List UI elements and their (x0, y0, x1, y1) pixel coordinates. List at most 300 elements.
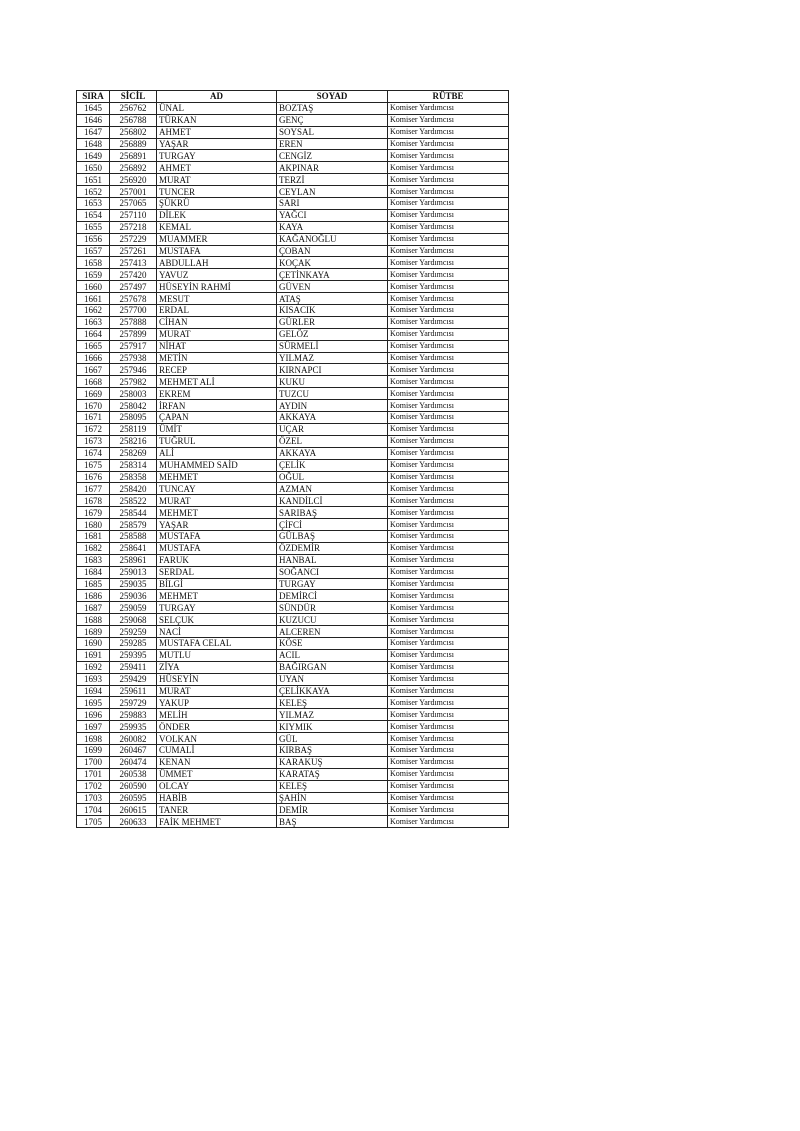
personnel-table (76, 90, 509, 828)
soyad-cell: YILMAZ (277, 352, 388, 364)
sicil-cell: 257218 (110, 221, 157, 233)
sira-cell: 1677 (77, 483, 110, 495)
sira-cell: 1665 (77, 340, 110, 352)
rutbe-cell: Komiser Yardımcısı (388, 293, 509, 305)
soyad-cell: YILMAZ (277, 709, 388, 721)
rutbe-cell: Komiser Yardımcısı (388, 305, 509, 317)
rutbe-cell: Komiser Yardımcısı (388, 816, 509, 828)
soyad-cell: ATAŞ (277, 293, 388, 305)
sira-cell: 1654 (77, 209, 110, 221)
soyad-cell: KISACIK (277, 305, 388, 317)
sira-cell: 1664 (77, 328, 110, 340)
ad-cell: YAŞAR (157, 138, 277, 150)
table-row (77, 174, 509, 186)
soyad-cell: SOYSAL (277, 126, 388, 138)
soyad-cell: BOZTAŞ (277, 102, 388, 114)
ad-cell: ABDULLAH (157, 257, 277, 269)
table-row (77, 709, 509, 721)
sicil-cell: 259259 (110, 626, 157, 638)
soyad-cell: KANDİLCİ (277, 495, 388, 507)
soyad-cell: ACIL (277, 649, 388, 661)
sicil-cell: 259411 (110, 661, 157, 673)
rutbe-cell: Komiser Yardımcısı (388, 221, 509, 233)
ad-cell: ŞÜKRÜ (157, 198, 277, 210)
soyad-cell: ŞAHİN (277, 792, 388, 804)
sira-cell: 1693 (77, 673, 110, 685)
sira-cell: 1663 (77, 316, 110, 328)
rutbe-cell: Komiser Yardımcısı (388, 233, 509, 245)
rutbe-cell: Komiser Yardımcısı (388, 780, 509, 792)
sira-cell: 1686 (77, 590, 110, 602)
sicil-cell: 259285 (110, 637, 157, 649)
soyad-cell: YAĞCI (277, 209, 388, 221)
ad-cell: ÜMİT (157, 423, 277, 435)
ad-cell: MEHMET (157, 590, 277, 602)
table-row (77, 198, 509, 210)
sira-cell: 1694 (77, 685, 110, 697)
soyad-cell: AZMAN (277, 483, 388, 495)
sira-cell: 1682 (77, 542, 110, 554)
sicil-cell: 257420 (110, 269, 157, 281)
rutbe-cell: Komiser Yardımcısı (388, 554, 509, 566)
table-row (77, 697, 509, 709)
rutbe-cell: Komiser Yardımcısı (388, 626, 509, 638)
table-row (77, 293, 509, 305)
sira-cell: 1669 (77, 388, 110, 400)
sicil-cell: 257413 (110, 257, 157, 269)
table-row (77, 554, 509, 566)
sira-cell: 1672 (77, 423, 110, 435)
sira-cell: 1679 (77, 507, 110, 519)
soyad-cell: AKKAYA (277, 412, 388, 424)
table-row (77, 590, 509, 602)
table-row (77, 150, 509, 162)
ad-cell: VOLKAN (157, 733, 277, 745)
sicil-cell: 256920 (110, 174, 157, 186)
soyad-cell: KAĞANOĞLU (277, 233, 388, 245)
soyad-cell: ÇELİK (277, 459, 388, 471)
soyad-cell: AKPINAR (277, 162, 388, 174)
table-row (77, 245, 509, 257)
table-row (77, 578, 509, 590)
rutbe-cell: Komiser Yardımcısı (388, 649, 509, 661)
ad-cell: EKREM (157, 388, 277, 400)
soyad-cell: KARAKUŞ (277, 756, 388, 768)
table-row (77, 649, 509, 661)
soyad-cell: KÖSE (277, 637, 388, 649)
sira-cell: 1688 (77, 614, 110, 626)
ad-cell: TURGAY (157, 150, 277, 162)
sicil-cell: 258641 (110, 542, 157, 554)
rutbe-cell: Komiser Yardımcısı (388, 364, 509, 376)
rutbe-cell: Komiser Yardımcısı (388, 281, 509, 293)
sira-cell: 1657 (77, 245, 110, 257)
sicil-cell: 258522 (110, 495, 157, 507)
sicil-cell: 257982 (110, 376, 157, 388)
soyad-cell: KELEŞ (277, 697, 388, 709)
table-row (77, 495, 509, 507)
sira-cell: 1655 (77, 221, 110, 233)
rutbe-cell: Komiser Yardımcısı (388, 733, 509, 745)
rutbe-cell: Komiser Yardımcısı (388, 602, 509, 614)
table-row (77, 364, 509, 376)
table-row (77, 126, 509, 138)
rutbe-cell: Komiser Yardımcısı (388, 150, 509, 162)
soyad-cell: KIRBAŞ (277, 744, 388, 756)
sicil-cell: 260474 (110, 756, 157, 768)
rutbe-cell: Komiser Yardımcısı (388, 756, 509, 768)
header-row (77, 91, 509, 103)
sicil-cell: 258420 (110, 483, 157, 495)
table-row (77, 447, 509, 459)
rutbe-cell: Komiser Yardımcısı (388, 530, 509, 542)
sicil-cell: 260615 (110, 804, 157, 816)
table-row (77, 221, 509, 233)
rutbe-cell: Komiser Yardımcısı (388, 400, 509, 412)
sira-cell: 1668 (77, 376, 110, 388)
sicil-cell: 260538 (110, 768, 157, 780)
ad-cell: HÜSEYİN RAHMİ (157, 281, 277, 293)
ad-cell: AHMET (157, 162, 277, 174)
ad-cell: METİN (157, 352, 277, 364)
table-row (77, 102, 509, 114)
table-row (77, 768, 509, 780)
soyad-cell: SOĞANCI (277, 566, 388, 578)
ad-cell: YAVUZ (157, 269, 277, 281)
sicil-cell: 256892 (110, 162, 157, 174)
soyad-cell: KUKU (277, 376, 388, 388)
ad-cell: SERDAL (157, 566, 277, 578)
table-row (77, 744, 509, 756)
table-row (77, 233, 509, 245)
soyad-cell: ÇİFCİ (277, 519, 388, 531)
sira-cell: 1696 (77, 709, 110, 721)
rutbe-cell: Komiser Yardımcısı (388, 435, 509, 447)
ad-cell: OLCAY (157, 780, 277, 792)
soyad-cell: ÇOBAN (277, 245, 388, 257)
soyad-cell: KIYMIK (277, 721, 388, 733)
soyad-cell: CENGİZ (277, 150, 388, 162)
sicil-cell: 260595 (110, 792, 157, 804)
rutbe-cell: Komiser Yardımcısı (388, 412, 509, 424)
sicil-cell: 256802 (110, 126, 157, 138)
table-row (77, 459, 509, 471)
sicil-cell: 259059 (110, 602, 157, 614)
rutbe-cell: Komiser Yardımcısı (388, 744, 509, 756)
soyad-cell: SARIBAŞ (277, 507, 388, 519)
ad-cell: ALİ (157, 447, 277, 459)
sicil-cell: 259883 (110, 709, 157, 721)
sira-cell: 1697 (77, 721, 110, 733)
table-row (77, 471, 509, 483)
ad-cell: MURAT (157, 685, 277, 697)
rutbe-cell: Komiser Yardımcısı (388, 507, 509, 519)
soyad-cell: EREN (277, 138, 388, 150)
sicil-cell: 258314 (110, 459, 157, 471)
header-rutbe: RÜTBE (388, 91, 509, 103)
ad-cell: MEHMET (157, 471, 277, 483)
rutbe-cell: Komiser Yardımcısı (388, 376, 509, 388)
soyad-cell: GÜVEN (277, 281, 388, 293)
sicil-cell: 259035 (110, 578, 157, 590)
ad-cell: ÇAPAN (157, 412, 277, 424)
rutbe-cell: Komiser Yardımcısı (388, 245, 509, 257)
soyad-cell: AKKAYA (277, 447, 388, 459)
rutbe-cell: Komiser Yardımcısı (388, 209, 509, 221)
table-row (77, 412, 509, 424)
sira-cell: 1681 (77, 530, 110, 542)
table-row (77, 209, 509, 221)
sicil-cell: 257899 (110, 328, 157, 340)
sicil-cell: 259729 (110, 697, 157, 709)
ad-cell: KEMAL (157, 221, 277, 233)
header-soyad: SOYAD (277, 91, 388, 103)
sira-cell: 1698 (77, 733, 110, 745)
sicil-cell: 258042 (110, 400, 157, 412)
soyad-cell: DEMİR (277, 804, 388, 816)
table-header (77, 91, 509, 103)
sira-cell: 1652 (77, 186, 110, 198)
sicil-cell: 257110 (110, 209, 157, 221)
sicil-cell: 258269 (110, 447, 157, 459)
ad-cell: ÜNAL (157, 102, 277, 114)
table-row (77, 661, 509, 673)
ad-cell: İRFAN (157, 400, 277, 412)
sicil-cell: 256891 (110, 150, 157, 162)
sicil-cell: 257938 (110, 352, 157, 364)
sira-cell: 1653 (77, 198, 110, 210)
sira-cell: 1662 (77, 305, 110, 317)
sira-cell: 1683 (77, 554, 110, 566)
sicil-cell: 256762 (110, 102, 157, 114)
rutbe-cell: Komiser Yardımcısı (388, 328, 509, 340)
rutbe-cell: Komiser Yardımcısı (388, 269, 509, 281)
sicil-cell: 257917 (110, 340, 157, 352)
rutbe-cell: Komiser Yardımcısı (388, 661, 509, 673)
rutbe-cell: Komiser Yardımcısı (388, 542, 509, 554)
sira-cell: 1666 (77, 352, 110, 364)
rutbe-cell: Komiser Yardımcısı (388, 459, 509, 471)
ad-cell: AHMET (157, 126, 277, 138)
soyad-cell: ÇETİNKAYA (277, 269, 388, 281)
sira-cell: 1701 (77, 768, 110, 780)
sira-cell: 1699 (77, 744, 110, 756)
ad-cell: CİHAN (157, 316, 277, 328)
soyad-cell: KELEŞ (277, 780, 388, 792)
sicil-cell: 258119 (110, 423, 157, 435)
sira-cell: 1667 (77, 364, 110, 376)
soyad-cell: KARATAŞ (277, 768, 388, 780)
sira-cell: 1700 (77, 756, 110, 768)
ad-cell: NACİ (157, 626, 277, 638)
ad-cell: RECEP (157, 364, 277, 376)
table-row (77, 435, 509, 447)
ad-cell: MURAT (157, 495, 277, 507)
sicil-cell: 257888 (110, 316, 157, 328)
sicil-cell: 258358 (110, 471, 157, 483)
ad-cell: YAŞAR (157, 519, 277, 531)
table-row (77, 305, 509, 317)
rutbe-cell: Komiser Yardımcısı (388, 198, 509, 210)
rutbe-cell: Komiser Yardımcısı (388, 578, 509, 590)
sira-cell: 1650 (77, 162, 110, 174)
sicil-cell: 257678 (110, 293, 157, 305)
rutbe-cell: Komiser Yardımcısı (388, 768, 509, 780)
ad-cell: FAİK MEHMET (157, 816, 277, 828)
soyad-cell: GELÖZ (277, 328, 388, 340)
table-row (77, 685, 509, 697)
rutbe-cell: Komiser Yardımcısı (388, 590, 509, 602)
table-row (77, 328, 509, 340)
table-row (77, 423, 509, 435)
soyad-cell: BAŞ (277, 816, 388, 828)
sicil-cell: 260590 (110, 780, 157, 792)
ad-cell: SELÇUK (157, 614, 277, 626)
ad-cell: CUMALİ (157, 744, 277, 756)
table-row (77, 162, 509, 174)
ad-cell: ÜMMET (157, 768, 277, 780)
table-row (77, 637, 509, 649)
table-row (77, 281, 509, 293)
sira-cell: 1685 (77, 578, 110, 590)
sira-cell: 1680 (77, 519, 110, 531)
soyad-cell: CEYLAN (277, 186, 388, 198)
sira-cell: 1646 (77, 114, 110, 126)
table-row (77, 566, 509, 578)
sira-cell: 1703 (77, 792, 110, 804)
table-row (77, 816, 509, 828)
sicil-cell: 260467 (110, 744, 157, 756)
rutbe-cell: Komiser Yardımcısı (388, 138, 509, 150)
table-row (77, 340, 509, 352)
rutbe-cell: Komiser Yardımcısı (388, 388, 509, 400)
table-row (77, 626, 509, 638)
table-row (77, 614, 509, 626)
sira-cell: 1659 (77, 269, 110, 281)
sira-cell: 1695 (77, 697, 110, 709)
rutbe-cell: Komiser Yardımcısı (388, 186, 509, 198)
sicil-cell: 258579 (110, 519, 157, 531)
sicil-cell: 256889 (110, 138, 157, 150)
rutbe-cell: Komiser Yardımcısı (388, 126, 509, 138)
rutbe-cell: Komiser Yardımcısı (388, 447, 509, 459)
ad-cell: TANER (157, 804, 277, 816)
rutbe-cell: Komiser Yardımcısı (388, 685, 509, 697)
rutbe-cell: Komiser Yardımcısı (388, 673, 509, 685)
sicil-cell: 258003 (110, 388, 157, 400)
soyad-cell: OĞUL (277, 471, 388, 483)
table-row (77, 507, 509, 519)
header-sira: SIRA (77, 91, 110, 103)
ad-cell: ÖNDER (157, 721, 277, 733)
table-row (77, 721, 509, 733)
sicil-cell: 258961 (110, 554, 157, 566)
sicil-cell: 257261 (110, 245, 157, 257)
sira-cell: 1645 (77, 102, 110, 114)
sicil-cell: 257229 (110, 233, 157, 245)
table-body (77, 102, 509, 827)
sicil-cell: 259395 (110, 649, 157, 661)
ad-cell: MUAMMER (157, 233, 277, 245)
soyad-cell: GENÇ (277, 114, 388, 126)
table-row (77, 530, 509, 542)
rutbe-cell: Komiser Yardımcısı (388, 162, 509, 174)
rutbe-cell: Komiser Yardımcısı (388, 519, 509, 531)
sira-cell: 1678 (77, 495, 110, 507)
sira-cell: 1674 (77, 447, 110, 459)
sicil-cell: 259429 (110, 673, 157, 685)
table-row (77, 483, 509, 495)
soyad-cell: AYDIN (277, 400, 388, 412)
table-row (77, 733, 509, 745)
ad-cell: BİLGİ (157, 578, 277, 590)
sira-cell: 1648 (77, 138, 110, 150)
ad-cell: MURAT (157, 174, 277, 186)
sicil-cell: 259036 (110, 590, 157, 602)
table-row (77, 519, 509, 531)
ad-cell: NİHAT (157, 340, 277, 352)
table-row (77, 400, 509, 412)
sicil-cell: 257497 (110, 281, 157, 293)
sicil-cell: 259935 (110, 721, 157, 733)
soyad-cell: GÜL (277, 733, 388, 745)
rutbe-cell: Komiser Yardımcısı (388, 352, 509, 364)
sira-cell: 1692 (77, 661, 110, 673)
soyad-cell: DEMİRCİ (277, 590, 388, 602)
sira-cell: 1673 (77, 435, 110, 447)
soyad-cell: UYAN (277, 673, 388, 685)
sicil-cell: 257065 (110, 198, 157, 210)
sira-cell: 1647 (77, 126, 110, 138)
ad-cell: MUTLU (157, 649, 277, 661)
table-row (77, 792, 509, 804)
ad-cell: KENAN (157, 756, 277, 768)
ad-cell: MEHMET (157, 507, 277, 519)
sira-cell: 1691 (77, 649, 110, 661)
rutbe-cell: Komiser Yardımcısı (388, 804, 509, 816)
table-row (77, 602, 509, 614)
sira-cell: 1660 (77, 281, 110, 293)
soyad-cell: ÖZEL (277, 435, 388, 447)
ad-cell: FARUK (157, 554, 277, 566)
soyad-cell: KUZUCU (277, 614, 388, 626)
sicil-cell: 256788 (110, 114, 157, 126)
table-row (77, 780, 509, 792)
ad-cell: ZİYA (157, 661, 277, 673)
soyad-cell: TUZCU (277, 388, 388, 400)
soyad-cell: KAYA (277, 221, 388, 233)
sira-cell: 1675 (77, 459, 110, 471)
sicil-cell: 259611 (110, 685, 157, 697)
table-row (77, 138, 509, 150)
sira-cell: 1670 (77, 400, 110, 412)
sira-cell: 1684 (77, 566, 110, 578)
ad-cell: TUNCAY (157, 483, 277, 495)
ad-cell: MELİH (157, 709, 277, 721)
rutbe-cell: Komiser Yardımcısı (388, 114, 509, 126)
rutbe-cell: Komiser Yardımcısı (388, 471, 509, 483)
sira-cell: 1656 (77, 233, 110, 245)
rutbe-cell: Komiser Yardımcısı (388, 614, 509, 626)
rutbe-cell: Komiser Yardımcısı (388, 257, 509, 269)
soyad-cell: UÇAR (277, 423, 388, 435)
soyad-cell: KIRNAPCI (277, 364, 388, 376)
soyad-cell: TERZİ (277, 174, 388, 186)
sira-cell: 1676 (77, 471, 110, 483)
table-row (77, 673, 509, 685)
table-row (77, 756, 509, 768)
soyad-cell: ALCEREN (277, 626, 388, 638)
